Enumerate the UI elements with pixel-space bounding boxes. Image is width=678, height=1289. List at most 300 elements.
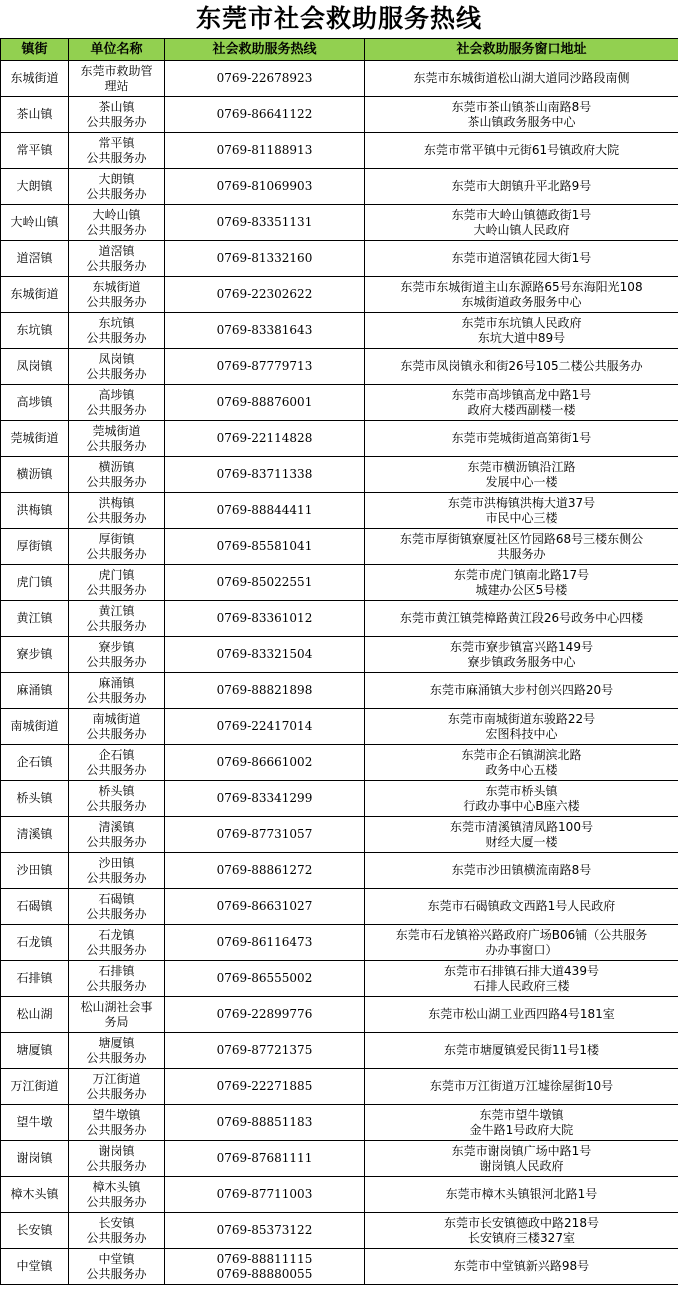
address-line: 东莞市茶山镇茶山南路8号 [451,99,592,114]
phone-cell [165,313,365,349]
town-cell: 石碣镇 [1,889,69,925]
town-cell: 虎门镇 [1,565,69,601]
town-cell: 塘厦镇 [1,1033,69,1069]
address-line: 寮步镇政务服务中心 [467,654,576,669]
phone-cell [165,169,365,205]
address-line: 共服务办 [497,546,546,561]
phone-line: 0769-86661002 [216,755,313,769]
unit-cell [69,961,165,997]
unit-cell [69,169,165,205]
phone-line: 0769-22302622 [216,287,313,301]
phone-cell [165,565,365,601]
unit-cell [69,241,165,277]
unit-line: 公共服务办 [86,690,147,705]
address-cell [365,673,678,709]
phone-cell [165,1177,365,1213]
address-line: 东莞市石龙镇裕兴路政府广场B06铺（公共服务 [395,927,648,942]
address-cell [365,997,678,1033]
phone-cell [165,277,365,313]
unit-cell [69,637,165,673]
table-row [1,1069,678,1105]
table-row [1,925,678,961]
address-line: 市民中心三楼 [485,510,558,525]
page-title: 东莞市社会救助服务热线 [195,4,482,33]
phone-cell [165,349,365,385]
address-line: 东莞市厚街镇寮厦社区竹园路68号三楼东侧公 [399,531,644,546]
unit-line: 厚街镇 [98,531,135,546]
unit-line: 公共服务办 [86,150,147,165]
town-cell: 桥头镇 [1,781,69,817]
phone-cell [165,781,365,817]
address-line: 东坑大道中89号 [477,330,566,345]
address-line: 东莞市沙田镇横流南路8号 [451,863,592,877]
unit-line: 公共服务办 [86,114,147,129]
town-cell: 石龙镇 [1,925,69,961]
phone-cell [165,745,365,781]
address-line: 东莞市企石镇湖滨北路 [461,747,582,762]
table-header-row [1,39,678,61]
table-row [1,1141,678,1177]
unit-cell [69,1141,165,1177]
phone-line: 0769-88821898 [216,683,313,697]
unit-line: 道滘镇 [98,243,135,258]
unit-line: 黄江镇 [98,603,135,618]
unit-line: 企石镇 [98,747,135,762]
town-cell: 松山湖 [1,997,69,1033]
town-cell: 茶山镇 [1,97,69,133]
table-row [1,205,678,241]
phone-line: 0769-85373122 [216,1223,313,1237]
address-line: 谢岗镇人民政府 [479,1158,564,1173]
town-cell: 莞城街道 [1,421,69,457]
table-row [1,1177,678,1213]
unit-line: 横沥镇 [98,459,135,474]
unit-cell [69,97,165,133]
town-cell: 常平镇 [1,133,69,169]
table-row [1,61,678,97]
address-line: 东莞市中堂镇新兴路98号 [453,1259,590,1273]
address-cell [365,1141,678,1177]
address-cell [365,61,678,97]
address-cell [365,133,678,169]
unit-cell [69,1177,165,1213]
unit-line: 公共服务办 [86,798,147,813]
address-cell [365,925,678,961]
table-row [1,1033,678,1069]
phone-cell [165,961,365,997]
phone-line: 0769-87779713 [216,359,313,373]
unit-line: 公共服务办 [86,978,147,993]
unit-line: 理站 [104,78,129,93]
phone-line: 0769-86555002 [216,971,313,985]
address-line: 东莞市塘厦镇爱民街11号1楼 [444,1043,599,1057]
address-cell [365,457,678,493]
unit-line: 石碣镇 [98,891,135,906]
address-line: 石排人民政府三楼 [473,978,570,993]
unit-cell [69,1105,165,1141]
address-line: 东莞市樟木头镇银河北路1号 [445,1187,598,1201]
address-line: 东莞市东城街道松山湖大道同沙路段南侧 [413,71,630,85]
town-cell: 沙田镇 [1,853,69,889]
phone-line: 0769-85022551 [216,575,313,589]
phone-line: 0769-22678923 [216,71,313,85]
table-row [1,457,678,493]
unit-line: 公共服务办 [86,438,147,453]
phone-line: 0769-86116473 [216,935,313,949]
address-line: 东莞市石碣镇政文西路1号人民政府 [427,899,616,913]
address-line: 东莞市长安镇德政中路218号 [444,1215,599,1230]
town-cell: 大朗镇 [1,169,69,205]
unit-line: 公共服务办 [86,582,147,597]
unit-line: 公共服务办 [86,726,147,741]
address-cell [365,205,678,241]
table-row [1,565,678,601]
town-cell: 南城街道 [1,709,69,745]
unit-line: 沙田镇 [98,855,135,870]
table-row [1,889,678,925]
unit-line: 公共服务办 [86,294,147,309]
town-cell: 谢岗镇 [1,1141,69,1177]
phone-cell [165,529,365,565]
unit-line: 公共服务办 [86,510,147,525]
town-cell: 道滘镇 [1,241,69,277]
unit-cell [69,205,165,241]
address-line: 东莞市麻涌镇大步村创兴四路20号 [429,683,614,697]
unit-line: 南城街道 [92,711,141,726]
town-cell: 石排镇 [1,961,69,997]
phone-cell [165,241,365,277]
phone-cell [165,1033,365,1069]
phone-line: 0769-81188913 [216,143,313,157]
address-cell [365,1213,678,1249]
table-row [1,385,678,421]
unit-cell [69,1069,165,1105]
unit-line: 石龙镇 [98,927,135,942]
address-line: 行政办事中心B座六楼 [463,798,580,813]
phone-cell [165,1069,365,1105]
phone-cell [165,493,365,529]
phone-line: 0769-88844411 [216,503,313,517]
table-row [1,241,678,277]
address-cell [365,277,678,313]
address-cell [365,169,678,205]
town-cell: 望牛墩 [1,1105,69,1141]
address-cell [365,781,678,817]
unit-cell [69,133,165,169]
unit-line: 望牛墩镇 [92,1107,141,1122]
table-row [1,133,678,169]
town-cell: 企石镇 [1,745,69,781]
table-row [1,637,678,673]
phone-line: 0769-22417014 [216,719,313,733]
address-cell [365,1105,678,1141]
unit-line: 谢岗镇 [98,1143,135,1158]
unit-cell [69,709,165,745]
phone-line: 0769-83341299 [216,791,313,805]
address-line: 金牛路1号政府大院 [469,1122,574,1137]
unit-cell [69,493,165,529]
unit-cell [69,673,165,709]
phone-line: 0769-83361012 [216,611,313,625]
address-cell [365,529,678,565]
address-line: 政务中心五楼 [485,762,558,777]
unit-cell [69,1033,165,1069]
town-cell: 长安镇 [1,1213,69,1249]
address-line: 东莞市谢岗镇广场中路1号 [451,1143,592,1158]
unit-line: 公共服务办 [86,906,147,921]
unit-cell [69,421,165,457]
unit-line: 茶山镇 [98,99,135,114]
address-cell [365,853,678,889]
address-line: 东莞市南城街道东骏路22号 [447,711,596,726]
unit-line: 清溪镇 [98,819,135,834]
address-line: 东莞市道滘镇花园大街1号 [451,251,592,265]
unit-line: 塘厦镇 [98,1035,135,1050]
address-line: 城建办公区5号楼 [475,582,568,597]
address-line: 东城街道政务服务中心 [461,294,582,309]
unit-line: 公共服务办 [86,222,147,237]
phone-cell [165,925,365,961]
town-cell: 东城街道 [1,277,69,313]
town-cell: 黄江镇 [1,601,69,637]
header-phone: 社会救助服务热线 [165,39,365,61]
unit-cell [69,565,165,601]
address-cell [365,1177,678,1213]
address-line: 东莞市东坑镇人民政府 [461,315,582,330]
phone-cell [165,601,365,637]
unit-cell [69,61,165,97]
address-line: 办办事窗口） [485,942,558,957]
phone-line: 0769-88861272 [216,863,313,877]
phone-cell [165,61,365,97]
unit-line: 公共服务办 [86,870,147,885]
phone-cell [165,1105,365,1141]
phone-line: 0769-22271885 [216,1079,313,1093]
phone-line: 0769-87711003 [216,1187,313,1201]
phone-line: 0769-81332160 [216,251,313,265]
unit-line: 寮步镇 [98,639,135,654]
address-cell [365,385,678,421]
phone-line: 0769-83711338 [216,467,313,481]
unit-line: 公共服务办 [86,186,147,201]
address-line: 东莞市清溪镇清凤路100号 [450,819,593,834]
address-line: 东莞市莞城街道高第街1号 [451,431,592,445]
unit-line: 公共服务办 [86,942,147,957]
unit-line: 高埗镇 [98,387,135,402]
unit-line: 公共服务办 [86,546,147,561]
phone-cell [165,1213,365,1249]
address-line: 东莞市凤岗镇永和街26号105二楼公共服务办 [400,359,643,373]
unit-line: 石排镇 [98,963,135,978]
hotline-table [0,38,678,1285]
town-cell: 大岭山镇 [1,205,69,241]
header-town: 镇街 [1,39,69,61]
table-body [1,61,678,1285]
phone-cell [165,637,365,673]
address-line: 茶山镇政务服务中心 [467,114,576,129]
unit-line: 公共服务办 [86,1086,147,1101]
phone-cell [165,205,365,241]
phone-line: 0769-81069903 [216,179,313,193]
address-line: 东莞市万江街道万江墟徐屋街10号 [429,1079,614,1093]
town-cell: 樟木头镇 [1,1177,69,1213]
phone-cell [165,889,365,925]
unit-cell [69,781,165,817]
phone-line: 0769-22114828 [216,431,313,445]
unit-cell [69,313,165,349]
table-row [1,1105,678,1141]
unit-line: 公共服务办 [86,654,147,669]
town-cell: 东坑镇 [1,313,69,349]
phone-line: 0769-83351131 [216,215,313,229]
unit-line: 常平镇 [98,135,135,150]
town-cell: 厚街镇 [1,529,69,565]
unit-line: 务局 [104,1014,129,1029]
address-cell [365,493,678,529]
table-row [1,709,678,745]
phone-line: 0769-85581041 [216,539,313,553]
table-row [1,349,678,385]
unit-line: 万江街道 [92,1071,141,1086]
phone-cell [165,457,365,493]
phone-cell [165,817,365,853]
unit-cell [69,529,165,565]
address-line: 长安镇府三楼327室 [468,1230,575,1245]
unit-line: 洪梅镇 [98,495,135,510]
address-line: 发展中心一楼 [485,474,558,489]
address-line: 东莞市黄江镇莞樟路黄江段26号政务中心四楼 [399,611,644,625]
phone-line: 0769-88851183 [216,1115,313,1129]
unit-cell [69,457,165,493]
unit-line: 虎门镇 [98,567,135,582]
address-line: 东莞市望牛墩镇 [479,1107,564,1122]
table-row [1,421,678,457]
address-line: 东莞市寮步镇富兴路149号 [450,639,593,654]
unit-line: 松山湖社会事 [80,999,153,1014]
unit-cell [69,277,165,313]
phone-line: 0769-83321504 [216,647,313,661]
unit-line: 公共服务办 [86,762,147,777]
unit-line: 公共服务办 [86,618,147,633]
phone-cell [165,1249,365,1285]
phone-cell [165,853,365,889]
phone-cell [165,97,365,133]
town-cell: 麻涌镇 [1,673,69,709]
address-cell [365,889,678,925]
unit-line: 公共服务办 [86,258,147,273]
town-cell: 洪梅镇 [1,493,69,529]
unit-line: 莞城街道 [92,423,141,438]
address-cell [365,241,678,277]
unit-line: 凤岗镇 [98,351,135,366]
unit-cell [69,997,165,1033]
table-row [1,961,678,997]
table-row [1,493,678,529]
address-line: 财经大厦一楼 [485,834,558,849]
phone-cell [165,709,365,745]
unit-line: 公共服务办 [86,1050,147,1065]
table-row [1,601,678,637]
unit-line: 公共服务办 [86,330,147,345]
unit-cell [69,817,165,853]
address-cell [365,709,678,745]
town-cell: 横沥镇 [1,457,69,493]
table-row [1,817,678,853]
unit-line: 大朗镇 [98,171,135,186]
address-cell [365,349,678,385]
unit-line: 樟木头镇 [92,1179,141,1194]
address-line: 东莞市大岭山镇德政街1号 [451,207,592,222]
address-line: 东莞市大朗镇升平北路9号 [451,179,592,193]
address-cell [365,421,678,457]
unit-line: 东坑镇 [98,315,135,330]
phone-line: 0769-88876001 [216,395,313,409]
address-cell [365,97,678,133]
address-line: 东莞市常平镇中元街61号镇政府大院 [423,143,620,157]
town-cell: 中堂镇 [1,1249,69,1285]
town-cell: 清溪镇 [1,817,69,853]
town-cell: 高埗镇 [1,385,69,421]
address-line: 政府大楼西副楼一楼 [467,402,576,417]
address-cell [365,745,678,781]
town-cell: 万江街道 [1,1069,69,1105]
address-cell [365,1249,678,1285]
phone-cell [165,997,365,1033]
table-row [1,169,678,205]
address-line: 大岭山镇人民政府 [473,222,570,237]
phone-cell [165,1141,365,1177]
phone-cell [165,673,365,709]
unit-line: 公共服务办 [86,1122,147,1137]
town-cell: 凤岗镇 [1,349,69,385]
address-cell [365,565,678,601]
address-line: 东莞市桥头镇 [485,783,558,798]
unit-line: 公共服务办 [86,1230,147,1245]
address-line: 宏图科技中心 [485,726,558,741]
address-cell [365,961,678,997]
unit-cell [69,925,165,961]
address-line: 东莞市高埗镇高龙中路1号 [451,387,592,402]
unit-cell [69,1213,165,1249]
unit-cell [69,1249,165,1285]
unit-cell [69,349,165,385]
phone-line: 0769-88811115 [216,1251,313,1266]
table-row [1,1249,678,1285]
table-row [1,313,678,349]
table-row [1,673,678,709]
unit-line: 东城街道 [92,279,141,294]
table-row [1,853,678,889]
unit-cell [69,889,165,925]
phone-cell [165,133,365,169]
address-line: 东莞市松山湖工业西四路4号181室 [428,1007,615,1021]
table-row [1,277,678,313]
address-line: 东莞市石排镇石排大道439号 [444,963,599,978]
unit-line: 公共服务办 [86,1158,147,1173]
phone-line: 0769-87681111 [216,1151,313,1165]
town-cell: 寮步镇 [1,637,69,673]
phone-line: 0769-87721375 [216,1043,313,1057]
address-line: 东莞市东城街道主山东源路65号东海阳光108 [400,279,643,294]
table-row [1,997,678,1033]
phone-cell [165,385,365,421]
phone-line: 0769-86641122 [216,107,313,121]
unit-line: 东莞市救助管 [80,63,153,78]
address-line: 东莞市虎门镇南北路17号 [453,567,590,582]
header-address: 社会救助服务窗口地址 [365,39,678,61]
table-row [1,781,678,817]
unit-cell [69,385,165,421]
